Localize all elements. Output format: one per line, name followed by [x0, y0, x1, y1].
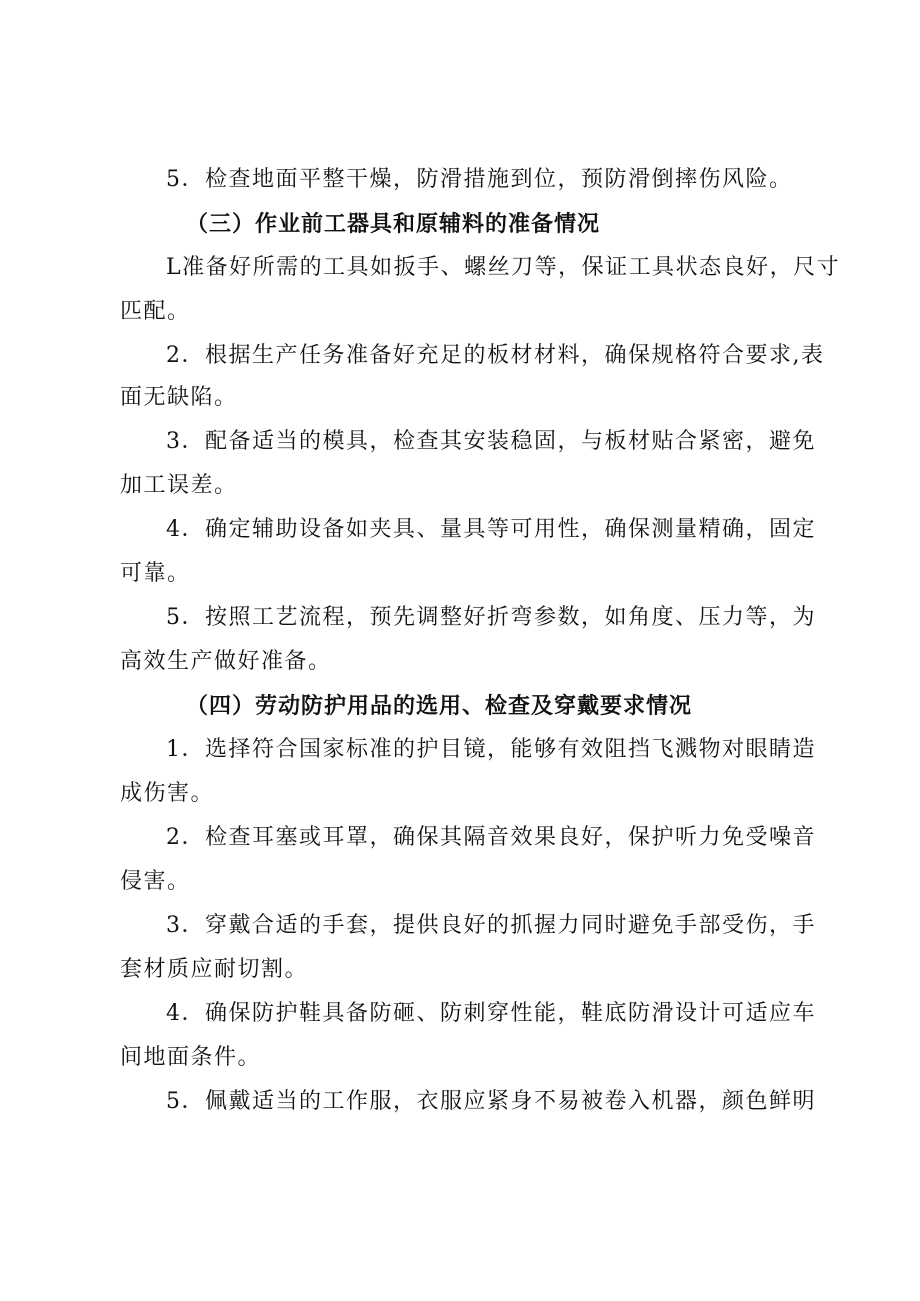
paragraph-line: 匹配。 [120, 299, 191, 324]
paragraph-line: 5．检查地面平整干燥，防滑措施到位，预防滑倒摔伤风险。 [166, 167, 793, 192]
paragraph-line: 面无缺陷。 [120, 385, 238, 410]
paragraph-line: 5．按照工艺流程，预先调整好折弯参数，如角度、压力等，为 [166, 605, 816, 630]
paragraph-line: 3．配备适当的模具，检查其安装稳固，与板材贴合紧密，避免 [166, 429, 816, 454]
paragraph-line: 2．检查耳塞或耳罩，确保其隔音效果良好，保护听力免受噪音 [166, 825, 816, 850]
paragraph-line: 可靠。 [120, 561, 191, 586]
paragraph-line: 成伤害。 [120, 781, 215, 806]
paragraph-line: 间地面条件。 [120, 1045, 262, 1070]
paragraph-line: 5．佩戴适当的工作服，衣服应紧身不易被卷入机器，颜色鲜明 [166, 1089, 816, 1114]
paragraph-line: 3．穿戴合适的手套，提供良好的抓握力同时避免手部受伤，手 [166, 913, 816, 938]
paragraph-line: L准备好所需的工具如扳手、螺丝刀等，保证工具状态良好，尺寸 [166, 255, 841, 280]
paragraph-line: 4．确定辅助设备如夹具、量具等可用性，确保测量精确，固定 [166, 517, 816, 542]
paragraph-line: 4．确保防护鞋具备防砸、防刺穿性能，鞋底防滑设计可适应车 [166, 1001, 816, 1026]
paragraph-line: 侵害。 [120, 869, 191, 894]
paragraph-line: 套材质应耐切割。 [120, 957, 309, 982]
paragraph-line: 1．选择符合国家标准的护目镜，能够有效阻挡飞溅物对眼睛造 [166, 737, 816, 762]
paragraph-line: 高效生产做好准备。 [120, 649, 332, 674]
paragraph-line: 加工误差。 [120, 473, 238, 498]
paragraph-line: 2．根据生产任务准备好充足的板材材料，确保规格符合要求,表 [166, 343, 825, 368]
section-heading: （三）作业前工器具和原辅料的准备情况 [186, 211, 601, 237]
section-heading: （四）劳动防护用品的选用、检查及穿戴要求情况 [186, 693, 693, 719]
